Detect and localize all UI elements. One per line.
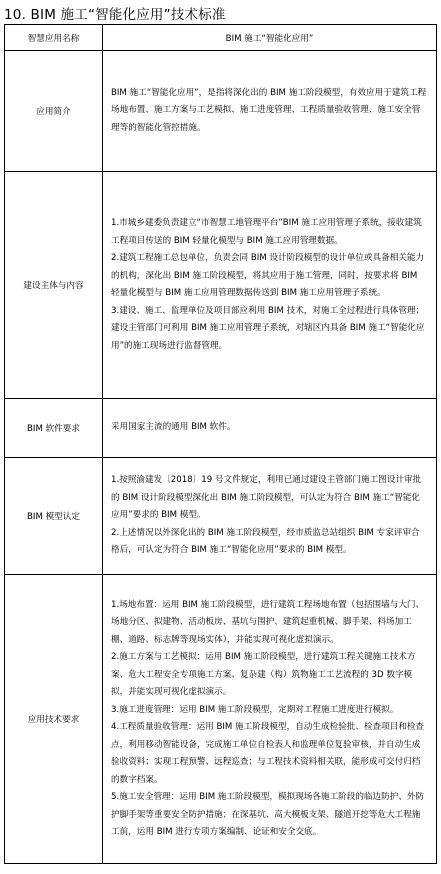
row-paragraph: 1.按照渝建发〔2018〕19 号文件规定，利用已通过建设主管部门施工图设计审批的 BIM 设计阶段模型深化出 BIM 施工阶段模型，可认定为符合 BIM 施工“智能化应用”要求的 BIM 模型。 <box>111 475 422 521</box>
row-content <box>103 575 437 864</box>
row-paragraph: 1.市城乡建委负责建立“市智慧工地管理平台”BIM 施工应用管理子系统，接收建筑工程项目传送的 BIM 轻量化模型与 BIM 施工应用管理数据。 <box>111 218 422 246</box>
row-content <box>103 51 437 172</box>
row-paragraph: 2.施工方案与工艺模拟：运用 BIM 施工阶段模型，进行建筑工程关键施工技术方案、危大工程安全专项施工方案、复杂建（构）筑物施工工艺流程的 3D 数字模拟，并能实现可视化虚拟演示。 <box>111 652 416 697</box>
row-paragraph: 3.施工进度管理：运用 BIM 施工阶段模型，定期对工程施工进度进行模拟。 <box>111 704 399 715</box>
row-paragraph: 5.施工安全管理：运用 BIM 施工阶段模型，模拟现场各施工阶段的临边防护、外防护脚手架等重要安全防护措施；在深基坑、高大模板支架、隧道开挖等危大工程施工前，运用 BIM 进行专项方案编制、论证和安全交底。 <box>111 792 425 837</box>
row-content <box>103 458 437 575</box>
row-paragraph: 采用国家主流的通用 BIM 软件。 <box>111 422 236 433</box>
table-row-software <box>5 399 437 458</box>
table-header-row <box>5 25 437 51</box>
page-title: 10. BIM 施工“智能化应用”技术标准 <box>4 7 226 23</box>
row-label: 应用技术要求 <box>5 575 103 864</box>
row-paragraph: 2.上述情况以外深化出的 BIM 施工阶段模型，经市质监总站组织 BIM 专家评审合格后，可认定为符合 BIM 施工“智能化应用”要求的 BIM 模型。 <box>111 527 420 556</box>
row-label: BIM 软件要求 <box>5 399 103 458</box>
row-paragraph: 4.工程质量验收管理：运用 BIM 施工阶段模型，自动生成检验批、检查项目和检查点，利用移动智能设备，完成施工单位自检表人和监理单位复验审核，并自动生成验收资料；实现工程预警、远程巡查；与工程技术资料相关联，能形成可交付归档的数字档案。 <box>111 722 425 785</box>
row-paragraph: 2.建筑工程施工总包单位，负责会同 BIM 设计阶段模型的设计单位或具备相关能力的机构，深化出 BIM 施工阶段模型，将其应用于施工管理，同时，按要求将 BIM 轻量化模型与 BIM 施工应用管理数据传送到 BIM 施工应用管理子系统。 <box>111 253 425 298</box>
row-paragraph: BIM 施工“智能化应用”，是指将深化出的 BIM 施工阶段模型，有效应用于建筑工程场地布置、施工方案与工艺模拟、施工进度管理、工程质量验收管理、施工安全管理等的智能化管控措施。 <box>111 87 427 133</box>
standard-table <box>4 24 437 864</box>
table-row-model <box>5 458 437 575</box>
row-paragraph: 3.建设、施工、监理单位及项目部应利用 BIM 技术，对施工全过程进行具体管理；建设主管部门可利用 BIM 施工应用管理子系统，对辖区内具备 BIM 施工“智能化应用”的施工现场进行监督管理。 <box>111 305 425 351</box>
table-row-subjects <box>5 172 437 399</box>
table-row-tech <box>5 575 437 864</box>
row-label: 应用简介 <box>5 51 103 172</box>
header-value-cell: BIM 施工“智能化应用” <box>103 25 437 51</box>
header-name-cell: 智慧应用名称 <box>5 25 103 51</box>
row-content <box>103 399 437 458</box>
row-label: 建设主体与内容 <box>5 172 103 399</box>
row-content <box>103 172 437 399</box>
table-row-intro <box>5 51 437 172</box>
row-paragraph: 1.场地布置：运用 BIM 施工阶段模型，进行建筑工程场地布置（包括围墙与大门、场地分区、拟建物、活动板房、基坑与围护、建筑起重机械、脚手架、料场加工棚、道路、标志牌等现场实体），并能实现可视化虚拟演示。 <box>111 599 425 645</box>
row-label: BIM 模型认定 <box>5 458 103 575</box>
